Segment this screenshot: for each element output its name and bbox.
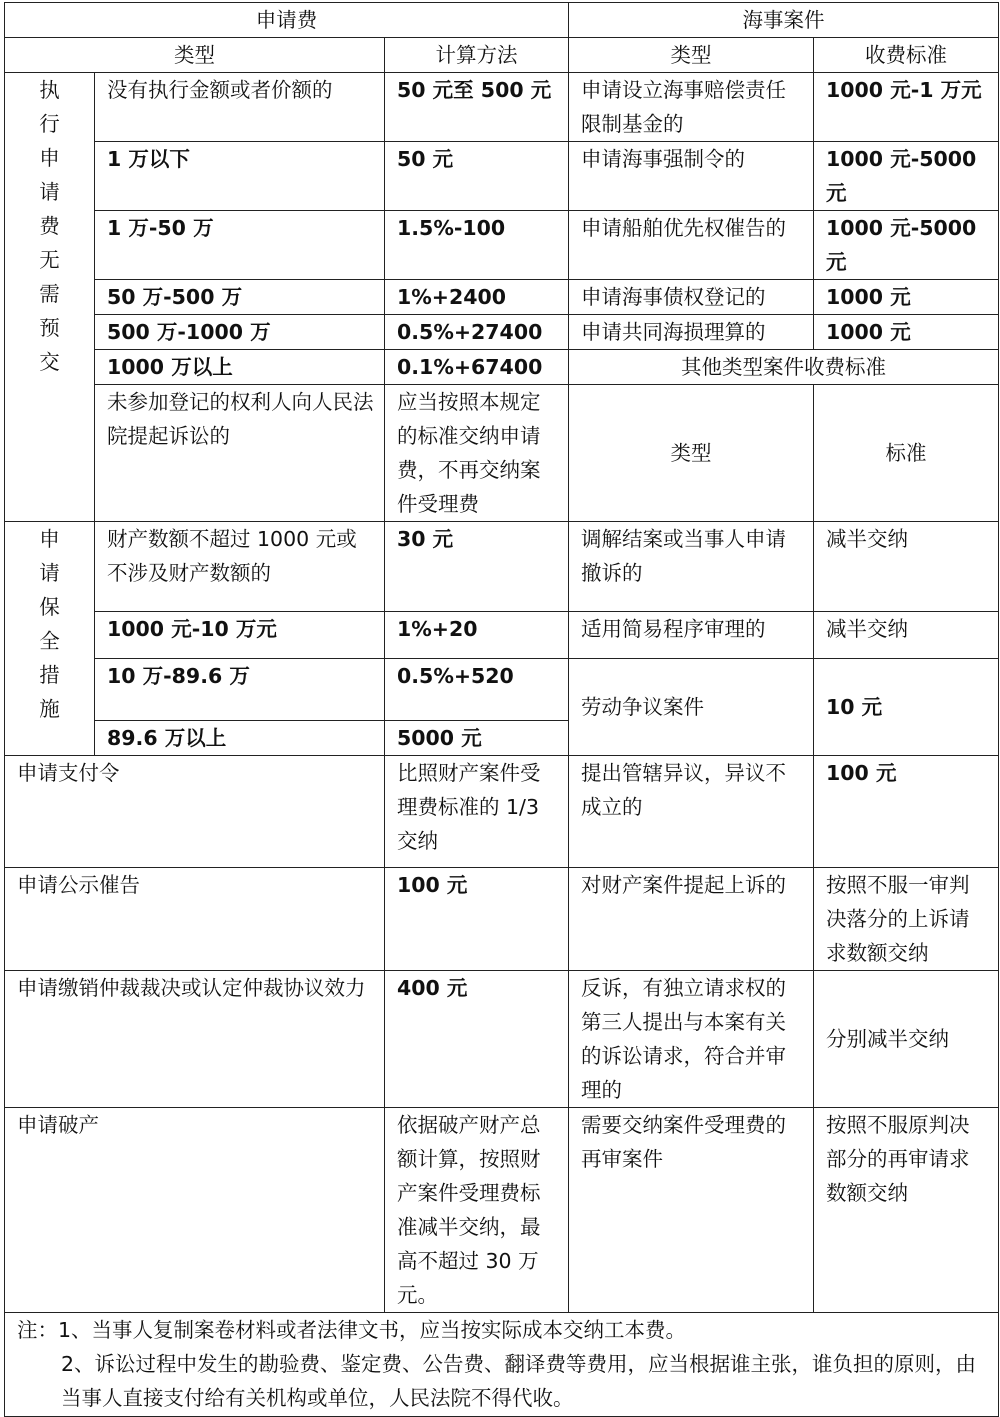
other-standard: 减半交纳 [814,612,999,659]
table-row [5,756,999,868]
notes-row [5,1313,999,1417]
maritime-fee: 1000 元 [814,315,999,350]
execution-calc: 1.5%-100 [385,211,569,280]
execution-type: 50 万-500 万 [95,280,385,315]
execution-group-text: 执行申请费无需预交 [39,78,60,374]
notes [5,1313,999,1417]
execution-type: 未参加登记的权利人向人民法院提起诉讼的 [95,385,385,522]
maritime-fee: 1000 元 [814,280,999,315]
other-types-title: 其他类型案件收费标准 [569,350,999,385]
maritime-header: 海事案件 [569,3,999,38]
maritime-type: 申请船舶优先权催告的 [569,211,814,280]
table-row [5,211,999,280]
type-left-header: 类型 [5,38,385,73]
execution-type: 1 万以下 [95,142,385,211]
header-row-1 [5,3,999,38]
execution-calc: 50 元 [385,142,569,211]
misc-type: 申请公示催告 [5,868,385,971]
preservation-type: 1000 元-10 万元 [95,612,385,659]
table-row [5,1108,999,1313]
misc-type: 申请缴销仲裁裁决或认定仲裁协议效力 [5,971,385,1108]
note-line-2: 2、诉讼过程中发生的勘验费、鉴定费、公告费、翻译费等费用，应当根据谁主张，谁负担的原则，由当事人直接支付给有关机构或单位，人民法院不得代收。 [61,1352,977,1410]
other-type: 反诉，有独立请求权的第三人提出与本案有关的诉讼请求，符合并审理的 [569,971,814,1108]
preservation-type: 财产数额不超过 1000 元或不涉及财产数额的 [95,522,385,612]
table-row [5,73,999,142]
misc-type: 申请破产 [5,1108,385,1313]
maritime-fee: 1000 元-1 万元 [814,73,999,142]
other-standard: 分别减半交纳 [814,971,999,1108]
execution-type: 1000 万以上 [95,350,385,385]
table-row [5,385,999,522]
misc-calc: 比照财产案件受理费标准的 1/3 交纳 [385,756,569,868]
table-row [5,350,999,385]
preservation-calc: 5000 元 [385,721,569,756]
preservation-group-label [5,522,95,756]
execution-group-label [5,73,95,522]
execution-calc: 0.5%+27400 [385,315,569,350]
execution-type: 没有执行金额或者价额的 [95,73,385,142]
misc-calc: 400 元 [385,971,569,1108]
preservation-calc: 0.5%+520 [385,659,569,721]
other-standard: 10 元 [814,659,999,756]
fee-table [4,2,999,1417]
misc-calc: 100 元 [385,868,569,971]
execution-calc: 0.1%+67400 [385,350,569,385]
preservation-group-text: 申请保全措施 [39,527,60,721]
other-type: 调解结案或当事人申请撤诉的 [569,522,814,612]
other-standard: 按照不服一审判决落分的上诉请求数额交纳 [814,868,999,971]
table-row [5,315,999,350]
maritime-type: 申请共同海损理算的 [569,315,814,350]
calc-method-header: 计算方法 [385,38,569,73]
execution-calc: 1%+2400 [385,280,569,315]
table-row [5,868,999,971]
execution-calc: 应当按照本规定的标准交纳申请费，不再交纳案件受理费 [385,385,569,522]
other-standard: 按照不服原判决部分的再审请求数额交纳 [814,1108,999,1313]
table-row [5,659,999,721]
execution-calc: 50 元至 500 元 [385,73,569,142]
preservation-calc: 30 元 [385,522,569,612]
other-standard: 减半交纳 [814,522,999,612]
header-row-2 [5,38,999,73]
preservation-type: 89.6 万以上 [95,721,385,756]
other-type: 需要交纳案件受理费的再审案件 [569,1108,814,1313]
table-row [5,612,999,659]
other-type: 适用简易程序审理的 [569,612,814,659]
other-standard-header: 标准 [814,385,999,522]
table-row [5,142,999,211]
other-standard: 100 元 [814,756,999,868]
type-right-header: 类型 [569,38,814,73]
maritime-fee: 1000 元-5000 元 [814,142,999,211]
misc-calc: 依据破产财产总额计算，按照财产案件受理费标准减半交纳，最高不超过 30 万元。 [385,1108,569,1313]
apply-fee-header: 申请费 [5,3,569,38]
other-type-header: 类型 [569,385,814,522]
table-row [5,971,999,1108]
maritime-type: 申请设立海事赔偿责任限制基金的 [569,73,814,142]
execution-type: 500 万-1000 万 [95,315,385,350]
other-type: 劳动争议案件 [569,659,814,756]
other-type: 对财产案件提起上诉的 [569,868,814,971]
maritime-type: 申请海事债权登记的 [569,280,814,315]
table-row [5,522,999,612]
maritime-type: 申请海事强制令的 [569,142,814,211]
maritime-fee: 1000 元-5000 元 [814,211,999,280]
fee-standard-header: 收费标准 [814,38,999,73]
table-row [5,280,999,315]
preservation-calc: 1%+20 [385,612,569,659]
misc-type: 申请支付令 [5,756,385,868]
note-line-1: 注：1、当事人复制案卷材料或者法律文书，应当按实际成本交纳工本费。 [17,1318,687,1342]
preservation-type: 10 万-89.6 万 [95,659,385,721]
execution-type: 1 万-50 万 [95,211,385,280]
other-type: 提出管辖异议，异议不成立的 [569,756,814,868]
